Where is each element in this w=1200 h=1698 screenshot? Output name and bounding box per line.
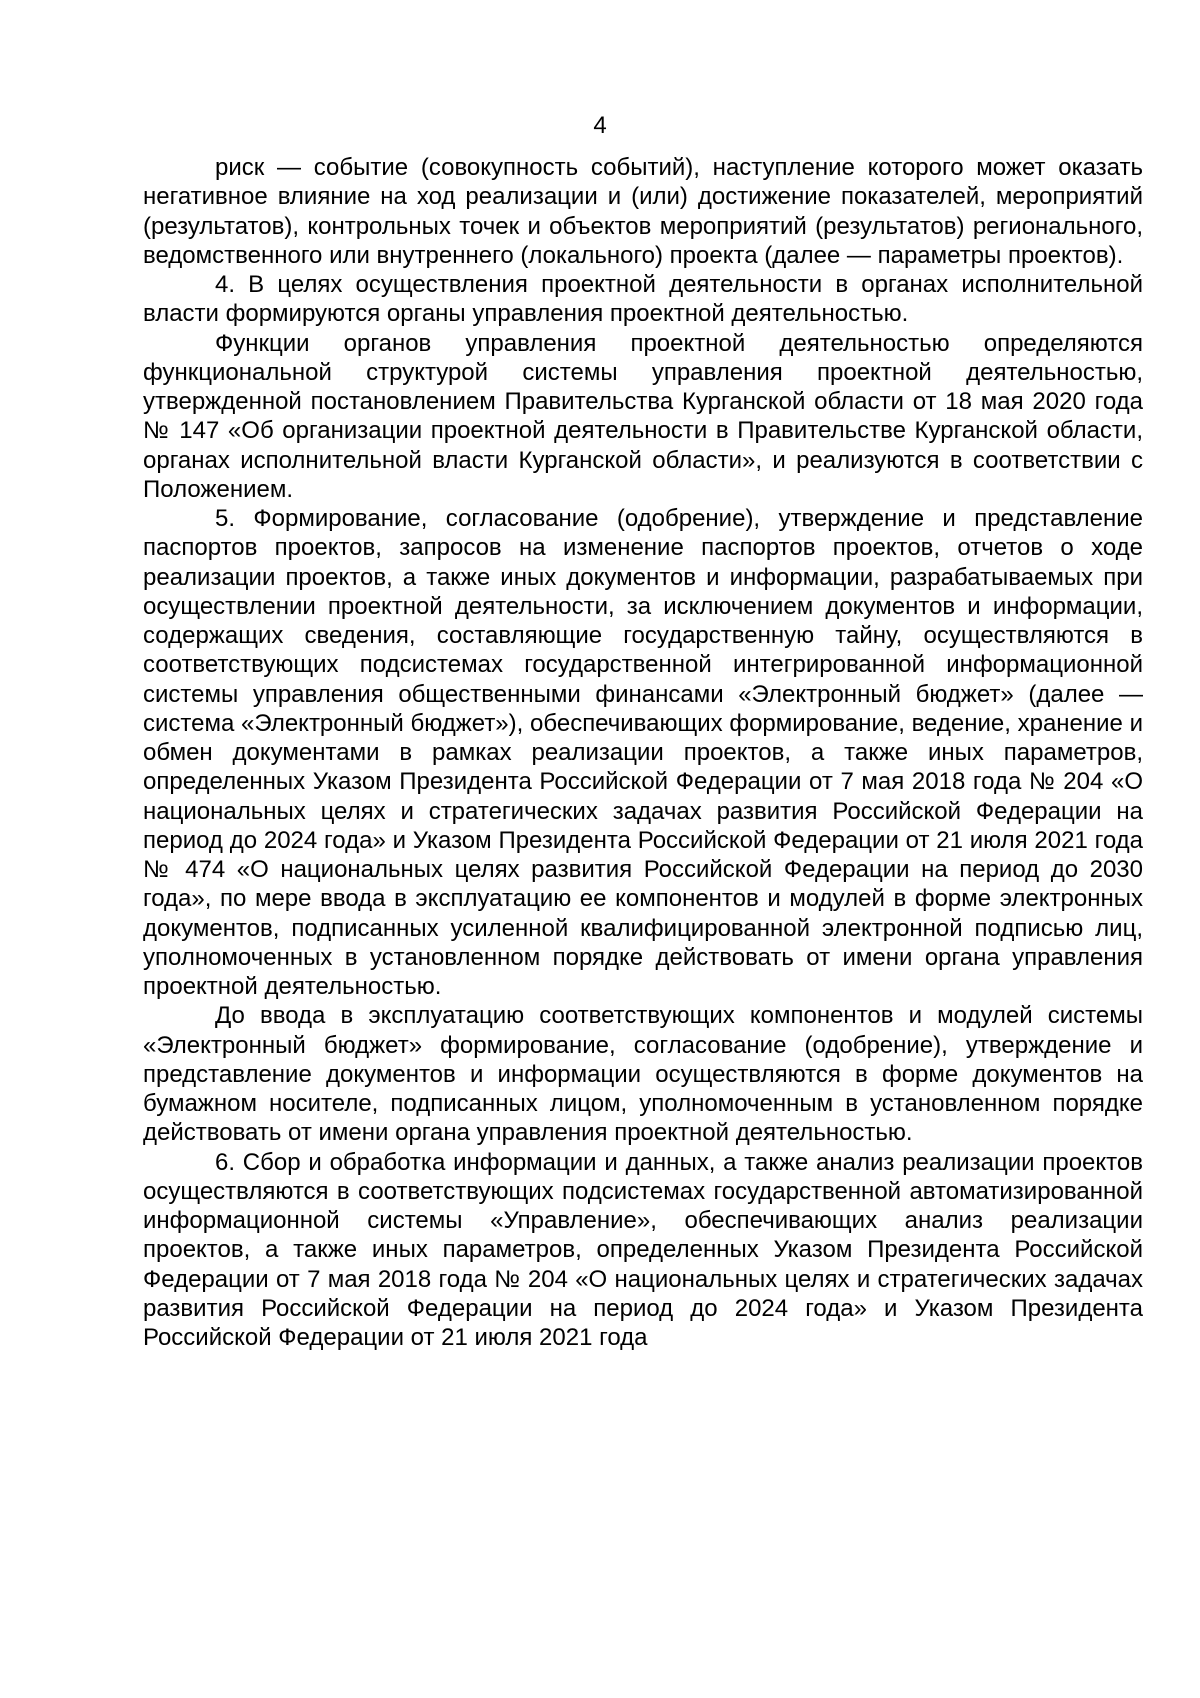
paragraph-item-6: 6. Сбор и обработка информации и данных, а также анализ реализации проектов осуществляются в соответствующих подсистемах государственной автоматизированной информационной системы «Управление», обеспечивающих анализ реализации проектов, а также иных параметров, определенных Указом Президента Российской Федерации от 7 мая 2018 года № 204 «О национальных целях и стратегических задачах развития Российской Федерации на период до 2024 года» и Указом Президента Российской Федерации от 21 июля 2021 года xyxy=(143,1148,1143,1351)
paragraph-risk-definition: риск — событие (совокупность событий), наступление которого может оказать негативное влияние на ход реализации и (или) достижение показателей, мероприятий (результатов), контрольных точек и объектов мероприятий (результатов) регионального, ведомственного или внутреннего (локального) проекта (далее — параметры проектов). xyxy=(143,154,1143,269)
paragraph-item-5: 5. Формирование, согласование (одобрение), утверждение и представление паспортов проектов, запросов на изменение паспортов проектов, отчетов о ходе реализации проектов, а также иных документов и информации, разрабатываемых при осуществлении проектной деятельности, за исключением документов и информации, содержащих сведения, составляющие государственную тайну, осуществляются в соответствующих подсистемах государственной интегрированной информационной системы управления общественными финансами «Электронный бюджет» (далее — система «Электронный бюджет»), обеспечивающих формирование, ведение, хранение и обмен документами в рамках реализации проектов, а также иных параметров, определенных Указом Президента Российской Федерации от 7 мая 2018 года № 204 «О национальных целях и стратегических задачах развития Российской Федерации на период до 2024 года» и Указом Президента Российской Федерации от 21 июля 2021 года № 474 «О национальных целях развития Российской Федерации на период до 2030 года», по мере ввода в эксплуатацию ее компонентов и модулей в форме электронных документов, подписанных усиленной квалифицированной электронной подписью лиц, уполномоченных в установленном порядке действовать от имени органа управления проектной деятельностью. xyxy=(143,505,1143,1000)
paragraph-item-4: 4. В целях осуществления проектной деятельности в органах исполнительной власти формируются органы управления проектной деятельностью. xyxy=(143,271,1143,328)
page-number: 4 xyxy=(593,112,607,139)
paragraph-before-commissioning: До ввода в эксплуатацию соответствующих компонентов и модулей системы «Электронный бюджет» формирование, согласование (одобрение), утверждение и представление документов и информации осуществляются в форме документов на бумажном носителе, подписанных лицом, уполномоченным в установленном порядке действовать от имени органа управления проектной деятельностью. xyxy=(143,1002,1143,1147)
paragraph-functions: Функции органов управления проектной деятельностью определяются функциональной структурой системы управления проектной деятельностью, утвержденной постановлением Правительства Курганской области от 18 мая 2020 года № 147 «Об организации проектной деятельности в Правительстве Курганской области, органах исполнительной власти Курганской области», и реализуются в соответствии с Положением. xyxy=(143,329,1143,503)
document-body xyxy=(143,153,1143,1352)
